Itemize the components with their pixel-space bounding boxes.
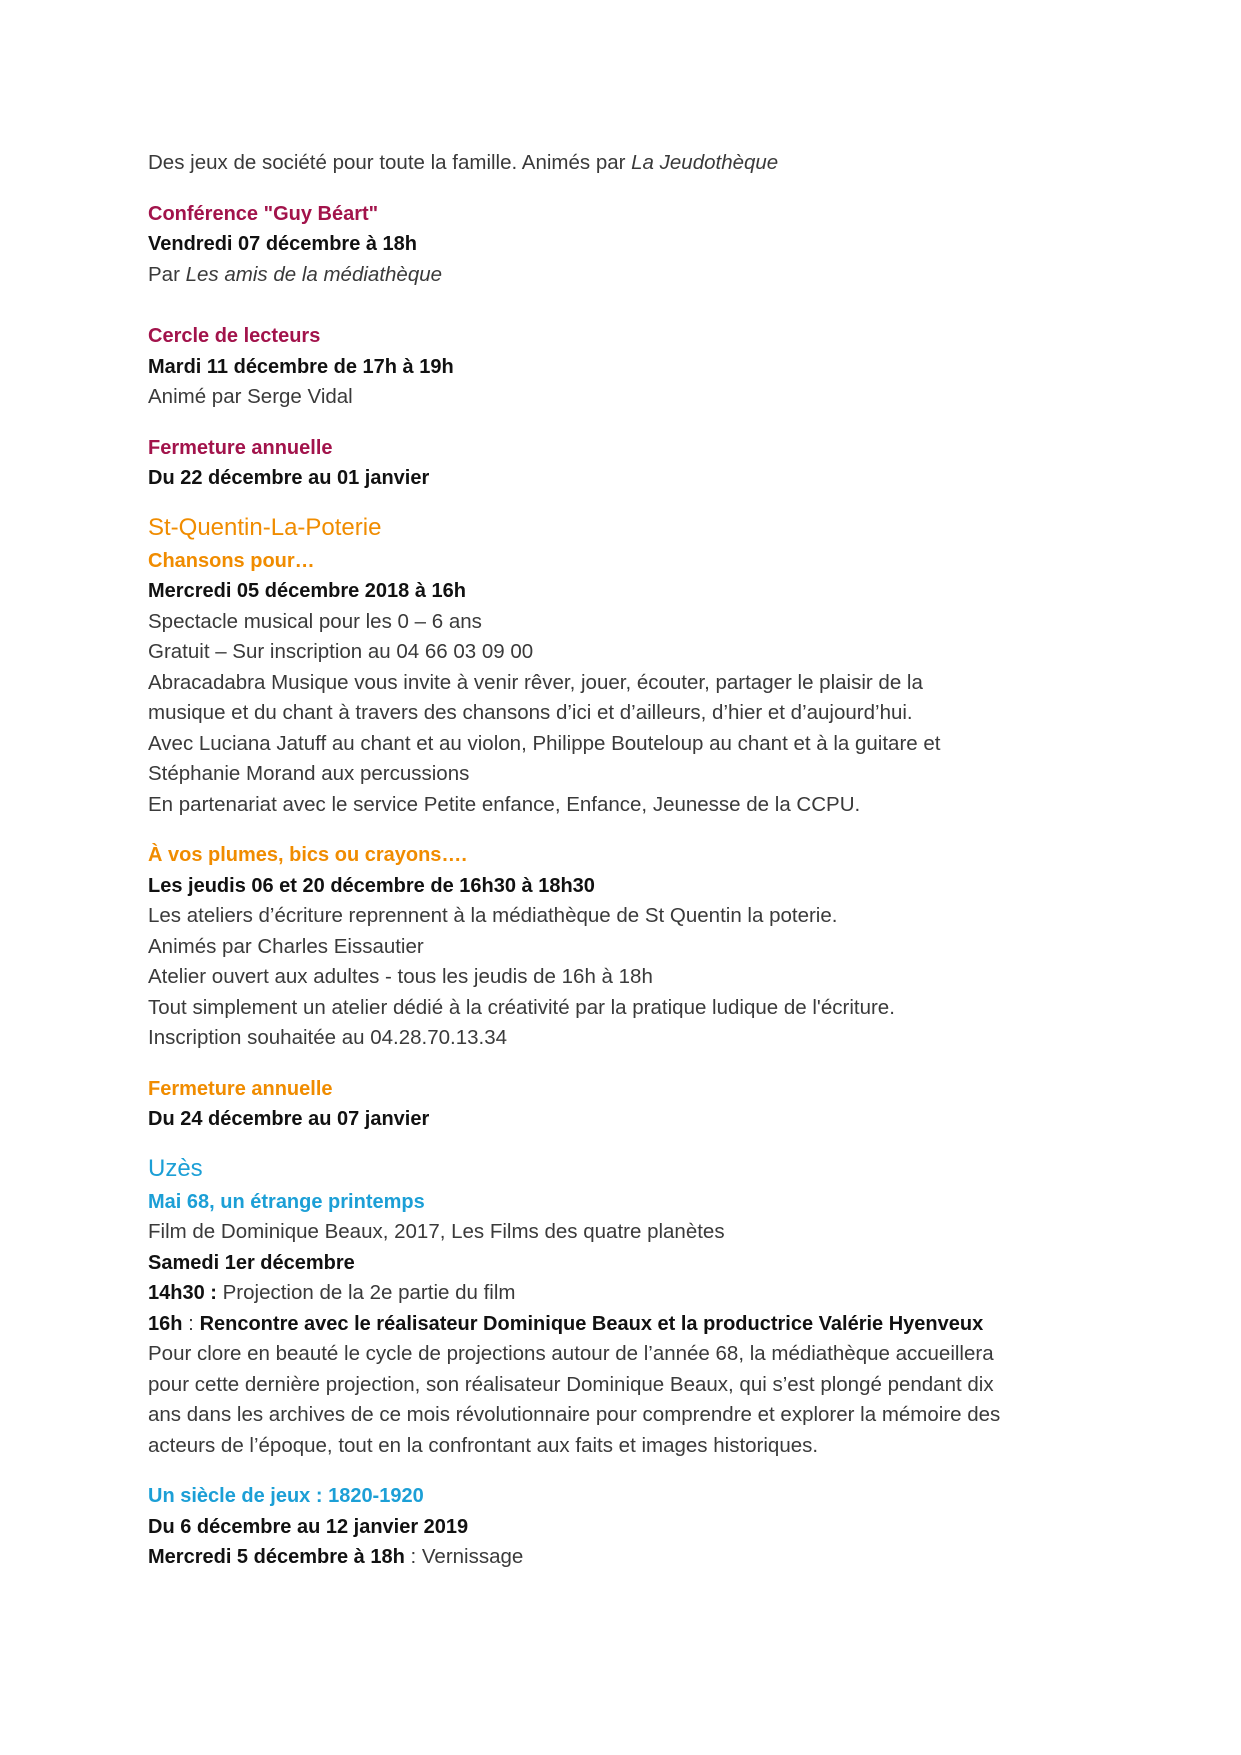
event-title: À vos plumes, bics ou crayons…. (148, 844, 467, 866)
event-detail: Animés par Charles Eissautier (148, 934, 424, 958)
event-date: Du 24 décembre au 07 janvier (148, 1108, 430, 1130)
schedule-line: 16h : Rencontre avec le réalisateur Dominique Beaux et la productrice Valérie Hyenveux (148, 1311, 984, 1335)
event-date: Samedi 1er décembre (148, 1251, 355, 1274)
event-detail: acteurs de l’époque, tout en la confrontant aux faits et images historiques. (148, 1433, 819, 1457)
event-detail: Pour clore en beauté le cycle de projections autour de l’année 68, la médiathèque accueillera (148, 1342, 994, 1365)
event-detail: Animé par Serge Vidal (148, 385, 353, 408)
schedule-line: Mercredi 5 décembre à 18h : Vernissage (148, 1545, 524, 1568)
event-detail: En partenariat avec le service Petite enfance, Enfance, Jeunesse de la CCPU. (148, 792, 861, 816)
event-date: Mardi 11 décembre de 17h à 19h (148, 355, 454, 378)
event-date: Vendredi 07 décembre à 18h (148, 233, 418, 255)
event-detail: ans dans les archives de ce mois révolutionnaire pour comprendre et explorer la mémoire des (148, 1403, 1001, 1426)
event-detail: Par Les amis de la médiathèque (148, 262, 443, 286)
event-detail: Les ateliers d’écriture reprennent à la médiathèque de St Quentin la poterie. (148, 904, 838, 927)
city-heading-uzes: Uzès (148, 1154, 203, 1182)
event-title: Conférence "Guy Béart" (148, 202, 379, 225)
city-heading-stquentin: St-Quentin-La-Poterie (148, 513, 382, 541)
document-body (148, 148, 1108, 1573)
event-detail: Gratuit – Sur inscription au 04 66 03 09 00 (148, 640, 534, 663)
event-title: Un siècle de jeux : 1820-1920 (148, 1485, 424, 1507)
event-detail: Inscription souhaitée au 04.28.70.13.34 (148, 1026, 508, 1049)
intro-line: Des jeux de société pour toute la famille. Animés par La Jeudothèque (148, 151, 779, 174)
event-detail: Stéphanie Morand aux percussions (148, 762, 470, 785)
event-detail: Spectacle musical pour les 0 – 6 ans (148, 609, 482, 633)
event-title: Fermeture annuelle (148, 1077, 333, 1100)
event-date: Du 6 décembre au 12 janvier 2019 (148, 1515, 469, 1538)
event-detail: Avec Luciana Jatuff au chant et au violon, Philippe Bouteloup au chant et à la guitare et (148, 731, 941, 755)
event-detail: musique et du chant à travers des chansons d’ici et d’ailleurs, d’hier et d’aujourd’hui. (148, 701, 913, 724)
event-detail: Film de Dominique Beaux, 2017, Les Films des quatre planètes (148, 1220, 725, 1243)
event-detail: Atelier ouvert aux adultes - tous les jeudis de 16h à 18h (148, 965, 653, 988)
event-date: Du 22 décembre au 01 janvier (148, 467, 430, 489)
event-detail: Tout simplement un atelier dédié à la créativité par la pratique ludique de l'écriture. (148, 995, 895, 1019)
event-title: Cercle de lecteurs (148, 325, 321, 347)
event-date: Les jeudis 06 et 20 décembre de 16h30 à 18h30 (148, 874, 595, 897)
event-detail: pour cette dernière projection, son réalisateur Dominique Beaux, qui s’est plongé pendant dix (148, 1372, 994, 1396)
schedule-line: 14h30 : Projection de la 2e partie du film (148, 1281, 516, 1304)
event-date: Mercredi 05 décembre 2018 à 16h (148, 580, 466, 602)
event-title: Mai 68, un étrange printemps (148, 1190, 425, 1213)
event-title: Chansons pour… (148, 549, 315, 572)
event-title: Fermeture annuelle (148, 436, 333, 459)
event-detail: Abracadabra Musique vous invite à venir rêver, jouer, écouter, partager le plaisir de la (148, 670, 923, 694)
